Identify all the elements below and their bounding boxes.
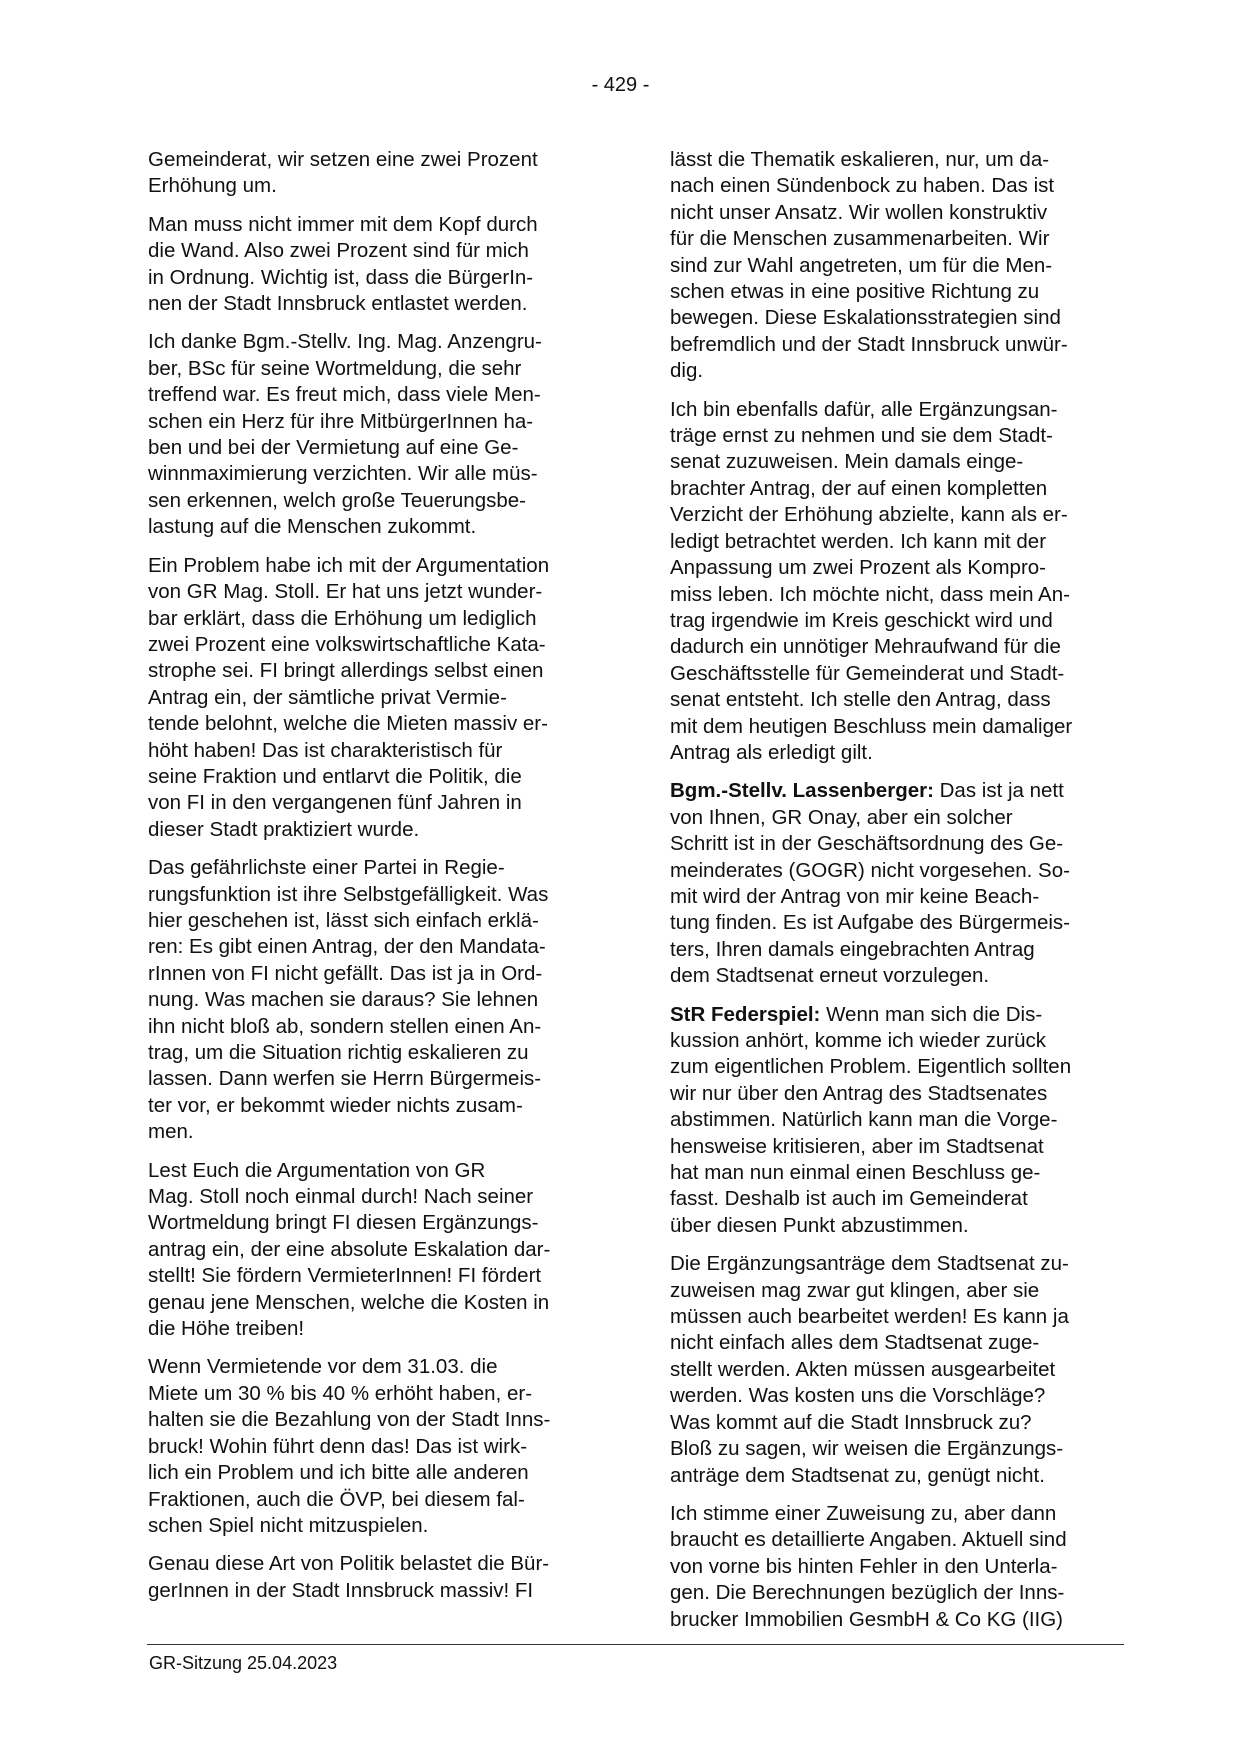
paragraph: Gemeinderat, wir setzen eine zwei Prozent Erhöhung um. <box>148 148 538 198</box>
paragraph: Ein Problem habe ich mit der Argumentation von GR Mag. Stoll. Er hat uns jetzt wunder- bar erklärt, dass die Erhöhung um lediglich zwei Prozent eine volkswirtschaftliche Kata- strophe sei. FI bringt allerdings selbst einen Antrag ein, der sämtliche privat Vermie- tende belohnt, welche die Mieten massiv er- höht haben! Das ist charakteristisch für seine Fraktion und entlarvt die Politik, die von FI in den vergangenen fünf Jahren in dieser Stadt praktiziert wurde. <box>148 553 550 841</box>
paragraph: Ich danke Bgm.-Stellv. Ing. Mag. Anzengru- ber, BSc für seine Wortmeldung, die sehr treffend war. Es freut mich, dass viele Men- schen ein Herz für ihre MitbürgerInnen ha- ben und bei der Vermietung auf eine Ge- winnmaximierung verzichten. Wir alle müs- sen erkennen, welch große Teuerungsbe- lastung auf die Menschen zukommt. <box>148 330 542 539</box>
paragraph <box>670 147 1122 385</box>
paragraph: Lest Euch die Argumentation von GR Mag. Stoll noch einmal durch! Nach seiner Wortmeldung bringt FI diesen Ergänzungs- antrag ein, der eine absolute Eskalation dar- stellt! Sie fördern VermieterInnen! FI fördert genau jene Menschen, welche die Kosten in die Höhe treiben! <box>148 1158 551 1341</box>
paragraph <box>670 1251 1122 1489</box>
paragraph-text: Wenn man sich die Dis- kussion anhört, komme ich wieder zurück zum eigentlichen Problem. Eigentlich sollten wir nur über den Antrag des Stadtsenates abstimmen. Natürlich kann man die Vorge- hensweise kritisieren, aber im Stadtsenat hat man nun einmal einen Beschluss ge- fasst. Deshalb ist auch im Gemeinderat über diesen Punkt abzustimmen. <box>670 1002 1072 1237</box>
paragraph: Das gefährlichste einer Partei in Regie- rungsfunktion ist ihre Selbstgefälligkeit. Was hier geschehen ist, lässt sich einfach erklä- ren: Es gibt einen Antrag, der den Mandata- rInnen von FI nicht gefällt. Das ist ja in Ord- nung. Was machen sie daraus? Sie lehnen ihn nicht bloß ab, sondern stellen einen An- trag, um die Situation richtig eskalieren zu lassen. Dann werfen sie Herrn Bürgermeis- ter vor, er bekommt wieder nichts zusam- men. <box>148 856 549 1144</box>
paragraph: Wenn Vermietende vor dem 31.03. die Miete um 30 % bis 40 % erhöht haben, er- halten sie die Bezahlung von der Stadt Inns- bruck! Wohin führt denn das! Das ist wirk- lich ein Problem und ich bitte alle anderen Fraktionen, auch die ÖVP, bei diesem fal- schen Spiel nicht mitzuspielen. <box>148 1355 551 1537</box>
paragraph-text: Das ist ja nett von Ihnen, GR Onay, aber ein solcher Schritt ist in der Geschäftsordnung des Ge- meinderates (GOGR) nicht vorgesehen. So- mit wird der Antrag von mir keine Beach- tung finden. Es ist Aufgabe des Bürgermeis- ters, Ihren damals eingebrachten Antrag dem Stadtsenat erneut vorzulegen. <box>670 779 1070 988</box>
paragraph-text: lässt die Thematik eskalieren, nur, um da- nach einen Sündenbock zu haben. Das ist nicht unser Ansatz. Wir wollen konstruktiv für die Menschen zusammenarbeiten. Wir sind zur Wahl angetreten, um für die Men- schen etwas in eine positive Richtung zu bewegen. Diese Eskalationsstrategien sind befremdlich und der Stadt Innsbruck unwür- dig. <box>670 148 1068 383</box>
paragraph: Genau diese Art von Politik belastet die Bür- gerInnen in der Stadt Innsbruck massiv! FI <box>148 1552 550 1602</box>
speaker-paragraph <box>670 778 1122 989</box>
paragraph-text: Ich stimme einer Zuweisung zu, aber dann braucht es detaillierte Angaben. Aktuell sind von vorne bis hinten Fehler in den Unterla- gen. Die Berechnungen bezüglich der Inns- brucker Immobilien GesmbH & Co KG (IIG) <box>670 1501 1067 1631</box>
paragraph <box>670 397 1122 767</box>
right-column <box>670 147 1122 1645</box>
paragraph-text: Die Ergänzungsanträge dem Stadtsenat zu- zuweisen mag zwar gut klingen, aber sie müssen auch bearbeitet werden! Es kann ja nicht einfach alles dem Stadtsenat zuge- stellt werden. Akten müssen ausgearbeitet werden. Was kosten uns die Vorschläge? Was kommt auf die Stadt Innsbruck zu? Bloß zu sagen, wir weisen die Ergänzungs- anträge dem Stadtsenat zu, genügt nicht. <box>670 1252 1069 1487</box>
paragraph: Man muss nicht immer mit dem Kopf durch die Wand. Also zwei Prozent sind für mich in Ordnung. Wichtig ist, dass die BürgerIn- nen der Stadt Innsbruck entlastet werden. <box>148 212 538 316</box>
page-number: - 429 - <box>591 74 650 96</box>
paragraph <box>670 1501 1122 1633</box>
paragraph-text: Ich bin ebenfalls dafür, alle Ergänzungsan- träge ernst zu nehmen und sie dem Stadt- senat zuzuweisen. Mein damals einge- brachter Antrag, der auf einen kompletten Verzicht der Erhöhung abzielte, kann als er- ledigt betrachtet werden. Ich kann mit der Anpassung um zwei Prozent als Kompro- miss leben. Ich möchte nicht, dass mein An- trag irgendwie im Kreis geschickt wird und dadurch ein unnötiger Mehraufwand für die Geschäftsstelle für Gemeinderat und Stadt- senat entsteht. Ich stelle den Antrag, dass mit dem heutigen Beschluss mein damaliger Antrag als erledigt gilt. <box>670 397 1073 764</box>
footer-divider <box>147 1644 1124 1645</box>
left-column <box>148 147 600 1616</box>
speaker-name: StR Federspiel: <box>670 1002 821 1026</box>
speaker-paragraph <box>670 1002 1122 1240</box>
footer-text: GR-Sitzung 25.04.2023 <box>149 1653 338 1673</box>
speaker-name: Bgm.-Stellv. Lassenberger: <box>670 779 934 803</box>
